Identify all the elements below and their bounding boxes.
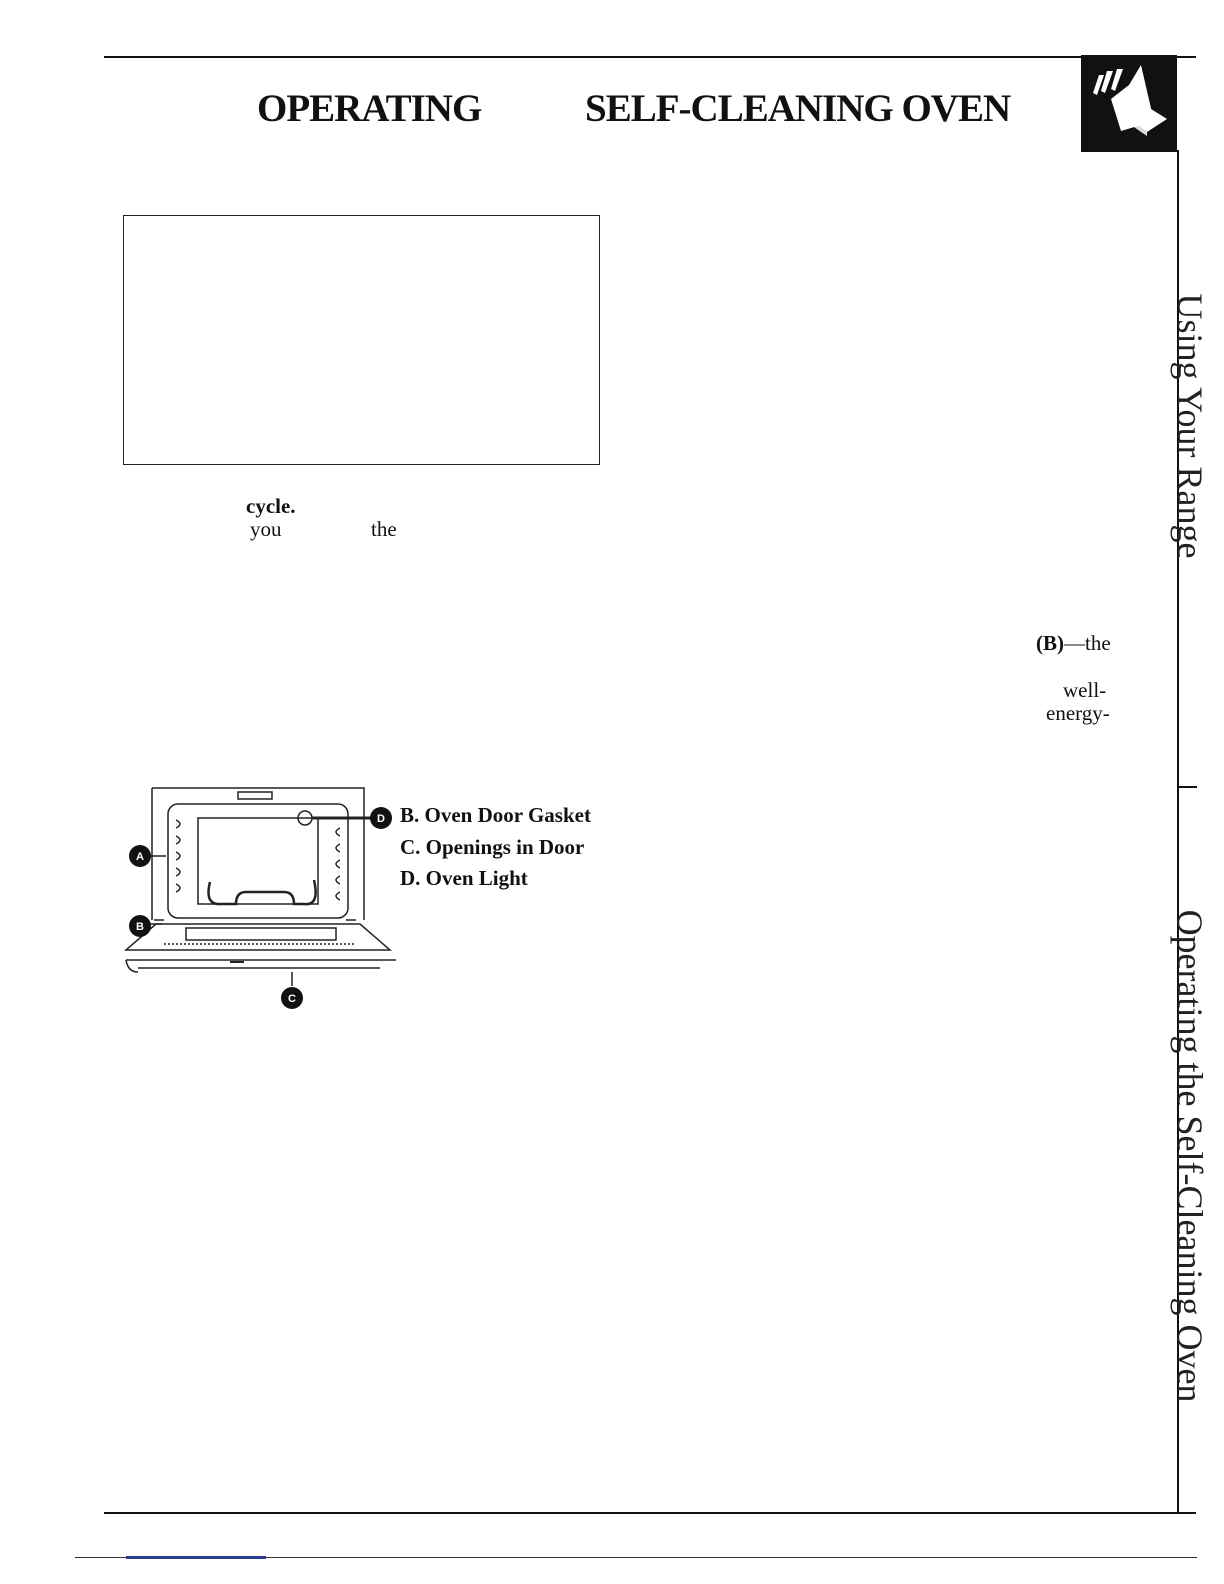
marker-c: C (288, 993, 296, 1005)
bottom-rule (104, 1512, 1196, 1514)
marker-a: A (136, 851, 144, 863)
label-oven-light: D. Oven Light (400, 866, 528, 890)
side-tab-lower: Operating the Self-Cleaning Oven (1170, 909, 1210, 1403)
text-well: well- (1063, 678, 1107, 702)
text-energy: energy- (1046, 701, 1110, 725)
page-title-left: OPERATING (257, 87, 482, 130)
section-tab (1081, 55, 1177, 152)
footer-accent (126, 1556, 266, 1559)
side-tab-upper: Using Your Range (1170, 293, 1210, 559)
text-b-the: (B)—the (1036, 631, 1111, 655)
side-tab-divider (1177, 786, 1197, 788)
page-title-right: SELF-CLEANING OVEN (585, 87, 1011, 130)
marker-d: D (377, 813, 385, 825)
top-rule (104, 56, 1196, 58)
text-cycle: cycle. (246, 494, 296, 518)
label-openings-in-door: C. Openings in Door (400, 835, 585, 859)
oven-diagram-drawing (118, 780, 403, 1016)
hand-pressing-button-icon (1081, 55, 1177, 152)
text-the: the (371, 517, 397, 541)
oven-interior-diagram (118, 780, 403, 1016)
label-oven-door-gasket: B. Oven Door Gasket (400, 803, 591, 827)
text-you: you (250, 517, 282, 541)
content-box (123, 215, 600, 465)
marker-b: B (136, 921, 144, 933)
